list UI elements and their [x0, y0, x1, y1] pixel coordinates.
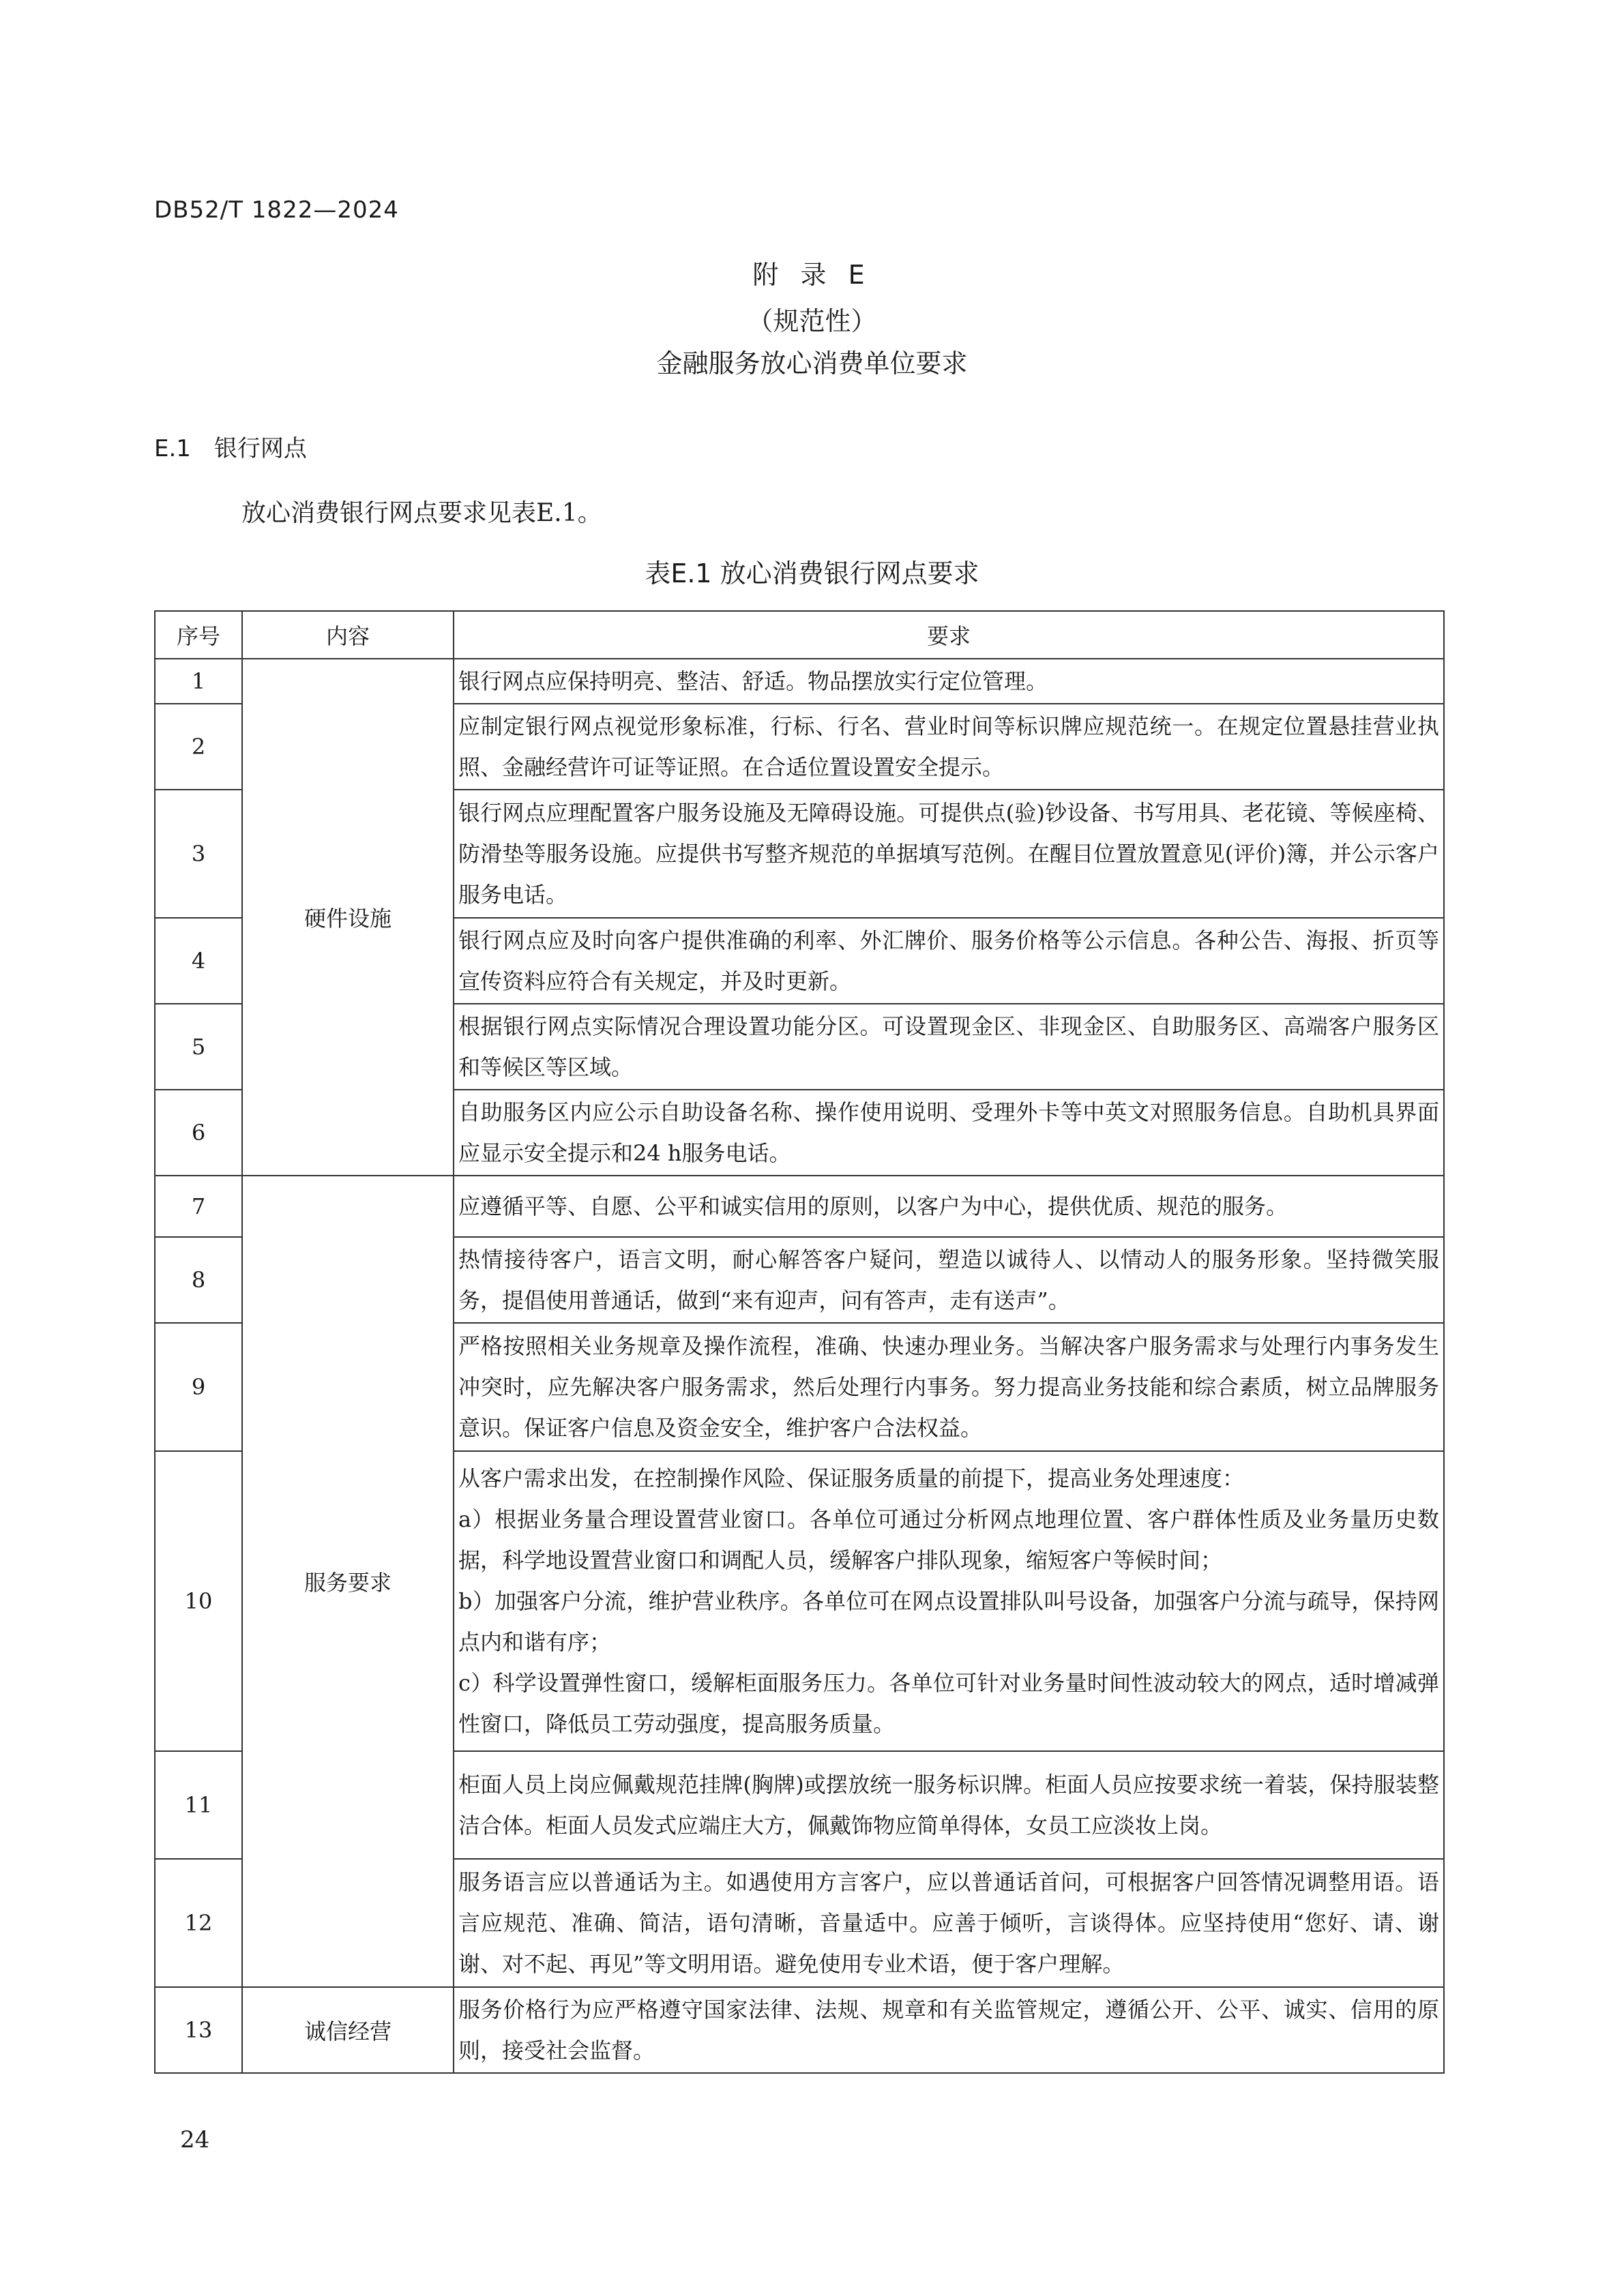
appendix-title: 附 录 E	[752, 260, 872, 290]
table-row	[155, 659, 1444, 704]
header-requirement: 要求	[454, 611, 1444, 659]
row-seq: 5	[155, 1004, 242, 1090]
requirement-text: 应遵循平等、自愿、公平和诚实信用的原则，以客户为中心，提供优质、规范的服务。	[458, 1193, 1288, 1219]
row-requirement	[454, 1176, 1444, 1237]
row-seq: 1	[155, 659, 242, 704]
table-header-row	[155, 611, 1444, 659]
table-row	[155, 1176, 1444, 1237]
requirement-text: a）根据业务量合理设置营业窗口。各单位可通过分析网点地理位置、客户群体性质及业务量历史数据，科学地设置营业窗口和调配人员，缓解客户排队现象，缩短客户等候时间；	[458, 1506, 1439, 1573]
row-category: 服务要求	[242, 1176, 454, 1987]
row-requirement	[454, 1987, 1444, 2073]
requirement-text: 银行网点应保持明亮、整洁、舒适。物品摆放实行定位管理。	[458, 668, 1048, 694]
header-seq: 序号	[155, 611, 242, 659]
row-requirement	[454, 1004, 1444, 1090]
requirement-text: 自助服务区内应公示自助设备名称、操作使用说明、受理外卡等中英文对照服务信息。自助机具界面应显示安全提示和24 h服务电话。	[458, 1099, 1439, 1166]
row-requirement	[454, 1090, 1444, 1176]
row-seq: 7	[155, 1176, 242, 1237]
requirement-text: b）加强客户分流，维护营业秩序。各单位可在网点设置排队叫号设备，加强客户分流与疏导，保持网点内和谐有序；	[458, 1588, 1439, 1655]
row-requirement	[454, 790, 1444, 918]
row-seq: 8	[155, 1237, 242, 1323]
section-number: E.1	[154, 435, 191, 462]
intro-paragraph: 放心消费银行网点要求见表E.1。	[241, 499, 602, 527]
table-caption: 表E.1 放心消费银行网点要求	[645, 558, 979, 588]
row-requirement	[454, 1859, 1444, 1987]
requirement-text: c）科学设置弹性窗口，缓解柜面服务压力。各单位可针对业务量时间性波动较大的网点，适时增减弹性窗口，降低员工劳动强度，提高服务质量。	[458, 1670, 1439, 1737]
row-seq: 3	[155, 790, 242, 918]
page-number: 24	[180, 2126, 210, 2153]
row-requirement	[454, 1323, 1444, 1451]
row-seq: 2	[155, 704, 242, 790]
row-seq: 12	[155, 1859, 242, 1987]
appendix-name: 金融服务放心消费单位要求	[656, 348, 968, 378]
row-seq: 10	[155, 1451, 242, 1751]
row-seq: 9	[155, 1323, 242, 1451]
appendix-nature: （规范性）	[747, 306, 877, 336]
section-heading	[154, 430, 307, 463]
requirement-text: 应制定银行网点视觉形象标准，行标、行名、营业时间等标识牌应规范统一。在规定位置悬挂营业执照、金融经营许可证等证照。在合适位置设置安全提示。	[458, 713, 1439, 780]
row-category: 硬件设施	[242, 659, 454, 1176]
row-seq: 11	[155, 1751, 242, 1859]
requirement-text: 严格按照相关业务规章及操作流程，准确、快速办理业务。当解决客户服务需求与处理行内事务发生冲突时，应先解决客户服务需求，然后处理行内事务。努力提高业务技能和综合素质，树立品牌服务意识。保证客户信息及资金安全，维护客户合法权益。	[458, 1333, 1439, 1441]
requirement-text: 银行网点应及时向客户提供准确的利率、外汇牌价、服务价格等公示信息。各种公告、海报、折页等宣传资料应符合有关规定，并及时更新。	[458, 927, 1439, 994]
row-requirement	[454, 1751, 1444, 1859]
table-row	[155, 1987, 1444, 2073]
requirement-text: 服务价格行为应严格遵守国家法律、法规、规章和有关监管规定，遵循公开、公平、诚实、信用的原则，接受社会监督。	[458, 1997, 1439, 2063]
requirement-text: 服务语言应以普通话为主。如遇使用方言客户，应以普通话首问，可根据客户回答情况调整用语。语言应规范、准确、简洁，语句清晰，音量适中。应善于倾听，言谈得体。应坚持使用“您好、请、谢谢、对不起、再见”等文明用语。避免使用专业术语，便于客户理解。	[458, 1869, 1439, 1977]
header-content: 内容	[242, 611, 454, 659]
row-category: 诚信经营	[242, 1987, 454, 2073]
row-seq: 4	[155, 918, 242, 1004]
row-seq: 13	[155, 1987, 242, 2073]
section-title: 银行网点	[213, 435, 307, 462]
row-requirement	[454, 918, 1444, 1004]
requirement-text: 柜面人员上岗应佩戴规范挂牌(胸牌)或摆放统一服务标识牌。柜面人员应按要求统一着装，保持服装整洁合体。柜面人员发式应端庄大方，佩戴饰物应简单得体，女员工应淡妆上岗。	[458, 1772, 1439, 1838]
row-seq: 6	[155, 1090, 242, 1176]
row-requirement	[454, 704, 1444, 790]
table-body	[155, 659, 1444, 2073]
row-requirement	[454, 659, 1444, 704]
requirement-text: 热情接待客户，语言文明，耐心解答客户疑问，塑造以诚待人、以情动人的服务形象。坚持微笑服务，提倡使用普通话，做到“来有迎声，问有答声，走有送声”。	[458, 1247, 1439, 1313]
requirement-text: 银行网点应理配置客户服务设施及无障碍设施。可提供点(验)钞设备、书写用具、老花镜、等候座椅、防滑垫等服务设施。应提供书写整齐规范的单据填写范例。在醒目位置放置意见(评价)簿，并公示客户服务电话。	[458, 800, 1439, 908]
requirement-text: 根据银行网点实际情况合理设置功能分区。可设置现金区、非现金区、自助服务区、高端客户服务区和等候区等区域。	[458, 1013, 1439, 1080]
document-code: DB52/T 1822—2024	[154, 196, 399, 224]
requirement-text: 从客户需求出发，在控制操作风险、保证服务质量的前提下，提高业务处理速度：	[458, 1465, 1245, 1491]
row-requirement	[454, 1237, 1444, 1323]
row-requirement	[454, 1451, 1444, 1751]
requirements-table	[154, 610, 1445, 2074]
